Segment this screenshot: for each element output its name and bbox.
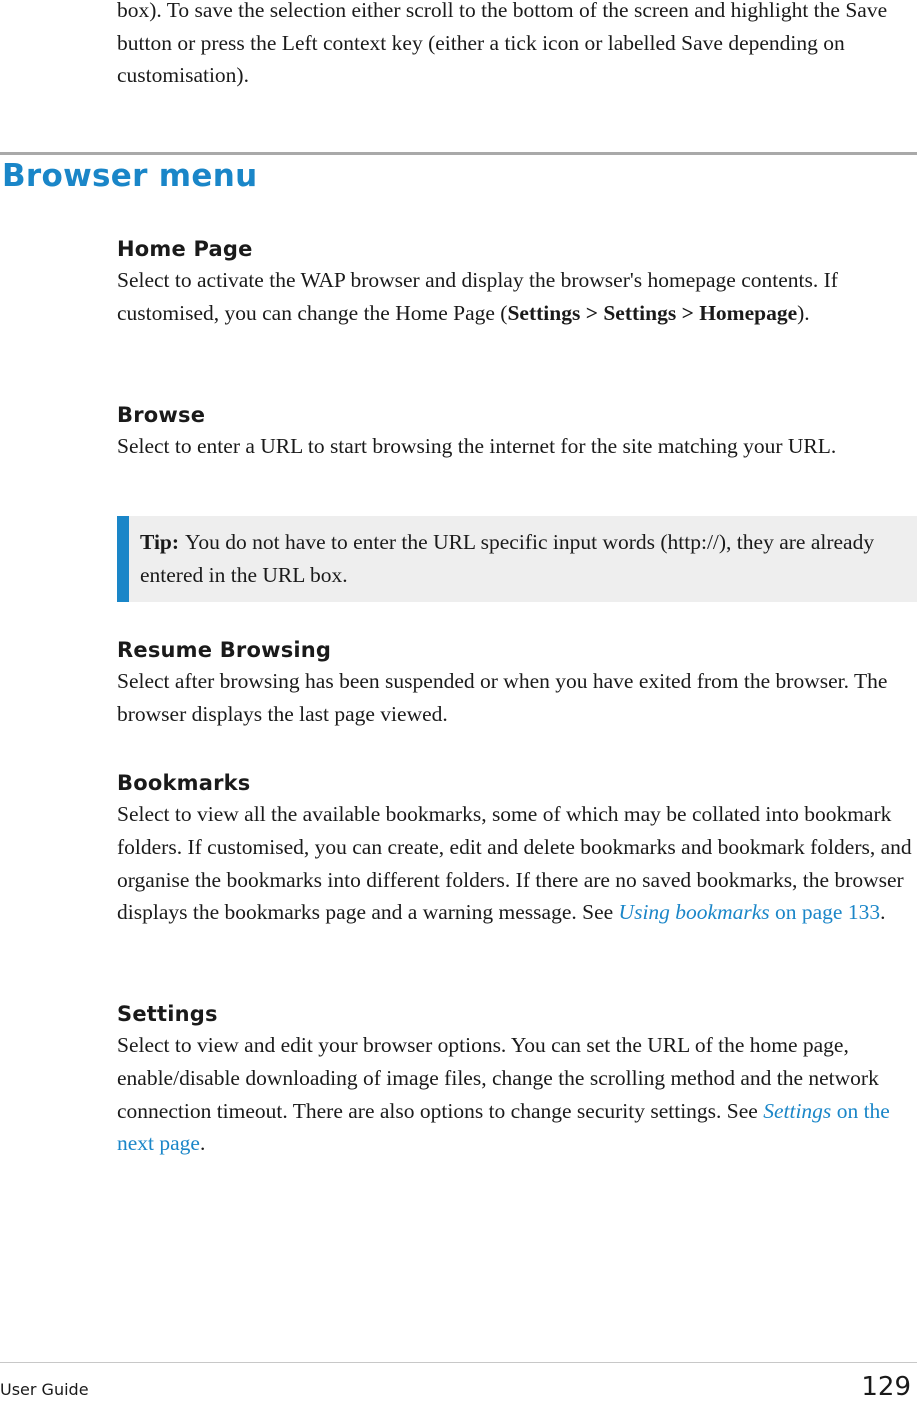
using-bookmarks-link[interactable]: Using bookmarks on page 133 bbox=[618, 900, 881, 925]
entry-description: Select to enter a URL to start browsing the internet for the site matching your URL. bbox=[117, 434, 837, 458]
page-number: 129 bbox=[861, 1372, 911, 1402]
footer-title: User Guide bbox=[0, 1380, 89, 1399]
section-divider bbox=[0, 152, 917, 155]
entry-description: Select after browsing has been suspended or when you have exited from the browser. The browser displays the last page viewed. bbox=[117, 669, 888, 726]
entry-description: Select to view all the available bookmarks, some of which may be collated into bookmark folders. If customised, you can create, edit and delete bookmarks and bookmark folders, and organise the bookmarks into different folders. If there are no saved bookmarks, the browser displays the bookmarks page and a warning message. See Using bookmarks on page 133. bbox=[117, 802, 912, 925]
entry-home-page bbox=[117, 234, 914, 330]
entry-resume-browsing bbox=[117, 635, 914, 731]
entry-heading: Resume Browsing bbox=[117, 638, 332, 662]
menu-path: Settings > Settings > Homepage bbox=[507, 300, 798, 325]
entry-heading: Settings bbox=[117, 1002, 218, 1026]
tip-text: You do not have to enter the URL specific input words (http://), they are already entered in the URL box. bbox=[140, 530, 875, 587]
entry-description: Select to activate the WAP browser and display the browser's homepage contents. If customised, you can change the Home Page (Settings > Settings > Homepage). bbox=[117, 268, 838, 325]
settings-link[interactable]: Settings on the next page bbox=[117, 1098, 890, 1156]
entry-browse bbox=[117, 400, 914, 463]
footer-divider bbox=[0, 1362, 917, 1363]
entry-bookmarks bbox=[117, 768, 914, 929]
tip-label: Tip: bbox=[140, 530, 180, 554]
entry-heading: Home Page bbox=[117, 237, 253, 261]
section-title: Browser menu bbox=[2, 158, 258, 194]
entry-heading: Bookmarks bbox=[117, 771, 251, 795]
entry-settings bbox=[117, 999, 914, 1160]
entry-heading: Browse bbox=[117, 403, 206, 427]
entry-description: Select to view and edit your browser options. You can set the URL of the home page, enable/disable downloading of image files, change the scrolling method and the network connection timeout. There are also options to change security settings. See Settings on the next page. bbox=[117, 1033, 890, 1156]
tip-callout bbox=[117, 516, 917, 602]
intro-paragraph: box). To save the selection either scroll to the bottom of the screen and highlight the Save button or press the Left context key (either a tick icon or labelled Save depending on customisation). bbox=[117, 0, 888, 87]
